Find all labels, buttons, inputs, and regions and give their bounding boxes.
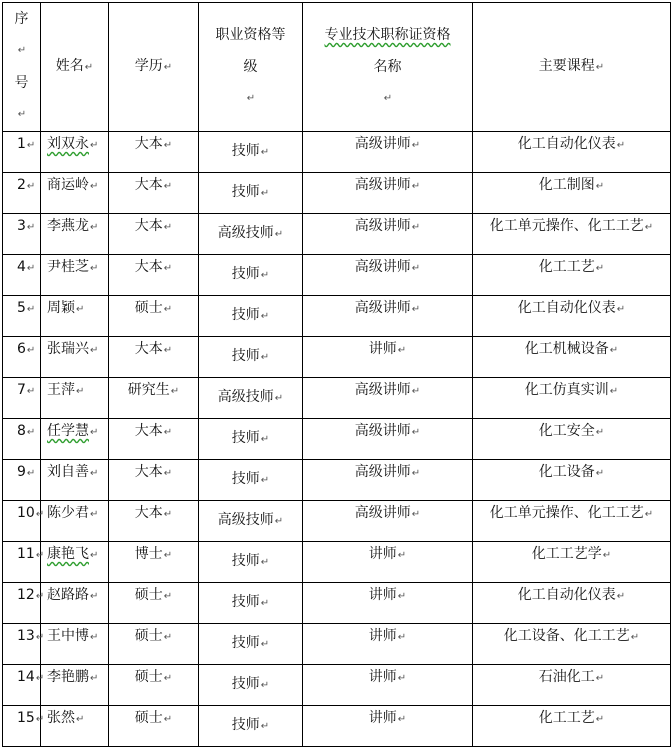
cell-qualification: 技师↵	[199, 542, 303, 583]
cell-seq: 7↵	[3, 378, 41, 419]
table-row	[3, 501, 671, 542]
cell-title: 高级讲师↵	[303, 460, 473, 501]
table-row	[3, 583, 671, 624]
header-courses: 主要课程↵	[473, 3, 671, 132]
cell-courses: 化工工艺↵	[473, 706, 671, 747]
cell-seq: 9↵	[3, 460, 41, 501]
cell-education: 研究生↵	[109, 378, 199, 419]
cell-name: 任学慧↵	[41, 419, 109, 460]
cell-qualification: 高级技师↵	[199, 378, 303, 419]
cell-qualification: 技师↵	[199, 419, 303, 460]
cell-title: 讲师↵	[303, 542, 473, 583]
cell-title: 讲师↵	[303, 337, 473, 378]
header-qualification: 职业资格等 级 ↵	[199, 3, 303, 132]
cell-education: 硕士↵	[109, 296, 199, 337]
cell-courses: 化工机械设备↵	[473, 337, 671, 378]
cell-name: 商运岭↵	[41, 173, 109, 214]
cell-name: 康艳飞↵	[41, 542, 109, 583]
cell-education: 硕士↵	[109, 665, 199, 706]
cell-seq: 14↵	[3, 665, 41, 706]
cell-education: 硕士↵	[109, 624, 199, 665]
cell-qualification: 技师↵	[199, 296, 303, 337]
cell-name: 刘自善↵	[41, 460, 109, 501]
cell-education: 大本↵	[109, 214, 199, 255]
cell-courses: 化工单元操作、化工工艺↵	[473, 214, 671, 255]
cell-seq: 13↵	[3, 624, 41, 665]
table-row	[3, 132, 671, 173]
header-title: 专业技术职称证资格 名称 ↵	[303, 3, 473, 132]
cell-title: 高级讲师↵	[303, 132, 473, 173]
cell-name: 张瑞兴↵	[41, 337, 109, 378]
header-education: 学历↵	[109, 3, 199, 132]
cell-title: 高级讲师↵	[303, 255, 473, 296]
cell-name: 陈少君↵	[41, 501, 109, 542]
cell-title: 高级讲师↵	[303, 173, 473, 214]
header-row	[3, 3, 671, 132]
cell-qualification: 技师↵	[199, 706, 303, 747]
cell-courses: 化工自动化仪表↵	[473, 296, 671, 337]
table-row	[3, 624, 671, 665]
cell-education: 大本↵	[109, 501, 199, 542]
cell-title: 讲师↵	[303, 665, 473, 706]
cell-courses: 化工设备、化工工艺↵	[473, 624, 671, 665]
cell-seq: 5↵	[3, 296, 41, 337]
cell-qualification: 技师↵	[199, 665, 303, 706]
header-name: 姓名↵	[41, 3, 109, 132]
cell-qualification: 高级技师↵	[199, 214, 303, 255]
cell-seq: 10↵	[3, 501, 41, 542]
cell-qualification: 技师↵	[199, 460, 303, 501]
cell-education: 大本↵	[109, 460, 199, 501]
cell-title: 高级讲师↵	[303, 378, 473, 419]
cell-name: 李燕龙↵	[41, 214, 109, 255]
cell-qualification: 技师↵	[199, 583, 303, 624]
cell-name: 王萍↵	[41, 378, 109, 419]
table-row	[3, 460, 671, 501]
cell-seq: 11↵	[3, 542, 41, 583]
cell-courses: 化工制图↵	[473, 173, 671, 214]
cell-seq: 8↵	[3, 419, 41, 460]
cell-name: 刘双永↵	[41, 132, 109, 173]
cell-title: 讲师↵	[303, 583, 473, 624]
cell-qualification: 高级技师↵	[199, 501, 303, 542]
cell-qualification: 技师↵	[199, 173, 303, 214]
cell-courses: 化工单元操作、化工工艺↵	[473, 501, 671, 542]
table-body	[3, 132, 671, 747]
cell-title: 讲师↵	[303, 706, 473, 747]
cell-education: 大本↵	[109, 173, 199, 214]
cell-seq: 12↵	[3, 583, 41, 624]
cell-name: 张然↵	[41, 706, 109, 747]
header-seq: 序 ↵ 号 ↵	[3, 3, 41, 132]
table-row	[3, 542, 671, 583]
cell-seq: 15↵	[3, 706, 41, 747]
cell-education: 硕士↵	[109, 706, 199, 747]
cell-courses: 化工工艺↵	[473, 255, 671, 296]
cell-qualification: 技师↵	[199, 255, 303, 296]
table-row	[3, 378, 671, 419]
cell-education: 硕士↵	[109, 583, 199, 624]
cell-title: 高级讲师↵	[303, 214, 473, 255]
cell-name: 李艳鹏↵	[41, 665, 109, 706]
cell-seq: 6↵	[3, 337, 41, 378]
cell-title: 高级讲师↵	[303, 419, 473, 460]
cell-education: 大本↵	[109, 255, 199, 296]
table-row	[3, 706, 671, 747]
cell-education: 大本↵	[109, 419, 199, 460]
cell-education: 大本↵	[109, 337, 199, 378]
cell-title: 高级讲师↵	[303, 501, 473, 542]
cell-courses: 化工自动化仪表↵	[473, 132, 671, 173]
cell-qualification: 技师↵	[199, 132, 303, 173]
cell-title: 高级讲师↵	[303, 296, 473, 337]
cell-courses: 化工设备↵	[473, 460, 671, 501]
table-row	[3, 337, 671, 378]
cell-education: 大本↵	[109, 132, 199, 173]
table-row	[3, 214, 671, 255]
table-row	[3, 255, 671, 296]
cell-name: 王中博↵	[41, 624, 109, 665]
table-row	[3, 665, 671, 706]
cell-courses: 化工安全↵	[473, 419, 671, 460]
cell-name: 尹桂芝↵	[41, 255, 109, 296]
cell-courses: 化工工艺学↵	[473, 542, 671, 583]
cell-courses: 化工自动化仪表↵	[473, 583, 671, 624]
cell-name: 赵路路↵	[41, 583, 109, 624]
teacher-table	[2, 2, 671, 747]
cell-qualification: 技师↵	[199, 337, 303, 378]
cell-seq: 3↵	[3, 214, 41, 255]
cell-title: 讲师↵	[303, 624, 473, 665]
table-row	[3, 173, 671, 214]
cell-seq: 1↵	[3, 132, 41, 173]
cell-courses: 石油化工↵	[473, 665, 671, 706]
cell-name: 周颖↵	[41, 296, 109, 337]
table-row	[3, 419, 671, 460]
cell-seq: 4↵	[3, 255, 41, 296]
cell-courses: 化工仿真实训↵	[473, 378, 671, 419]
cell-qualification: 技师↵	[199, 624, 303, 665]
cell-seq: 2↵	[3, 173, 41, 214]
table-row	[3, 296, 671, 337]
cell-education: 博士↵	[109, 542, 199, 583]
